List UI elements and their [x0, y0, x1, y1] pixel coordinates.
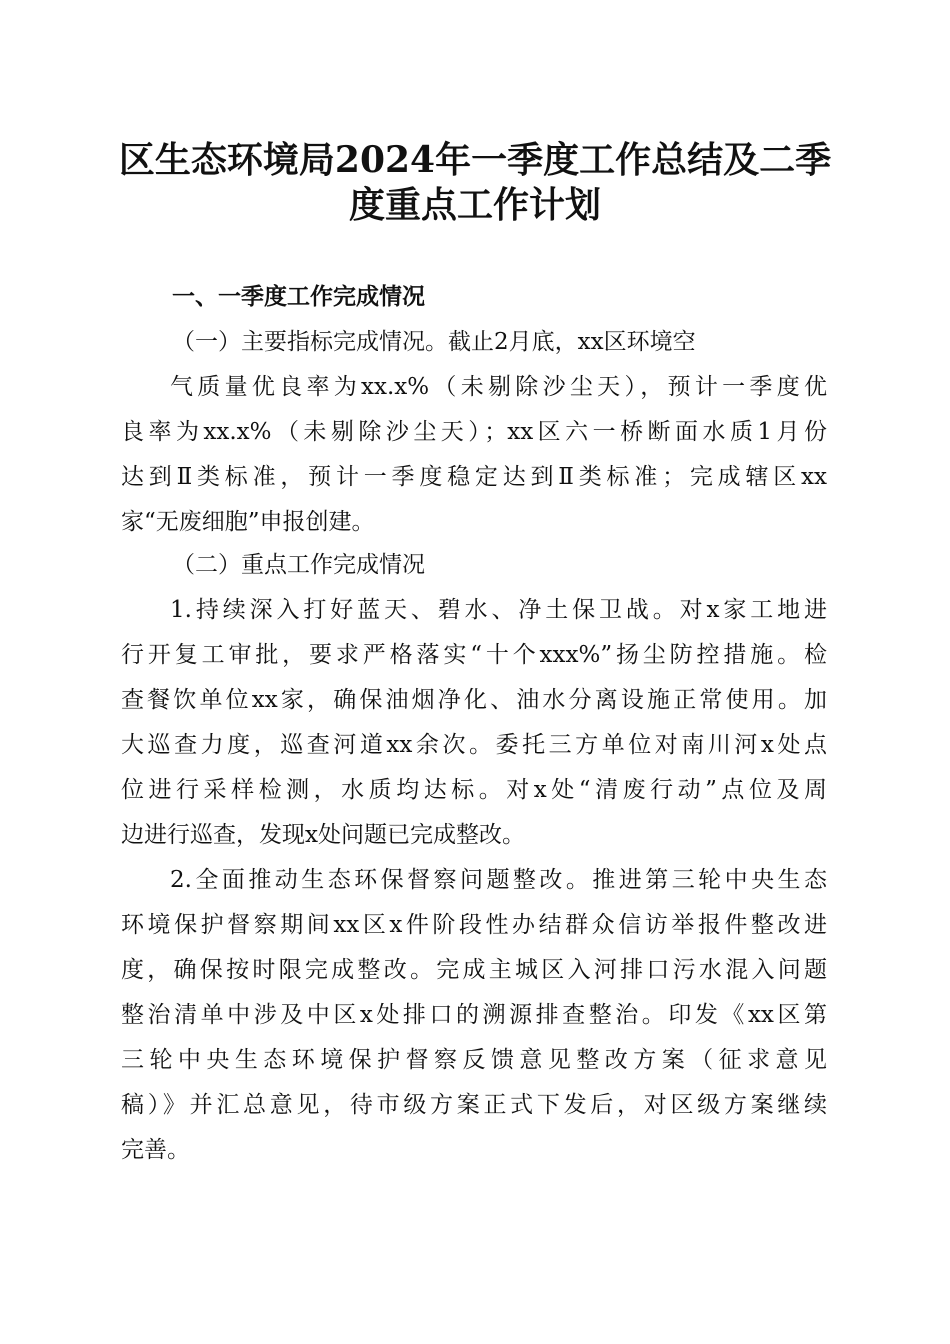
paragraph-line: 位进行采样检测，水质均达标。对x处“清废行动”点位及周 — [121, 777, 827, 803]
paragraph-line: 气质量优良率为xx.x%（未剔除沙尘天），预计一季度优 — [170, 374, 827, 400]
paragraph-line: （一）主要指标完成情况。截止2月底，xx区环境空 — [172, 329, 696, 355]
paragraph-line: 完善。 — [121, 1137, 190, 1163]
paragraph-line: 1.持续深入打好蓝天、碧水、净土保卫战。对x家工地进 — [170, 597, 827, 623]
section-heading: 一、一季度工作完成情况 — [172, 284, 425, 310]
paragraph-line: 良率为xx.x%（未剔除沙尘天）；xx区六一桥断面水质1月份 — [121, 419, 827, 445]
paragraph-line: 稿）》并汇总意见，待市级方案正式下发后，对区级方案继续 — [121, 1092, 827, 1118]
subheading: （二）重点工作完成情况 — [172, 552, 425, 578]
paragraph-line: 查餐饮单位xx家，确保油烟净化、油水分离设施正常使用。加 — [121, 687, 827, 713]
paragraph-line: 行开复工审批，要求严格落实“十个xxx%”扬尘防控措施。检 — [121, 642, 827, 668]
paragraph-line: 三轮中央生态环境保护督察反馈意见整改方案（征求意见 — [121, 1047, 827, 1073]
paragraph-line: 环境保护督察期间xx区x件阶段性办结群众信访举报件整改进 — [121, 912, 827, 938]
paragraph-line: 家“无废细胞”申报创建。 — [121, 509, 375, 535]
paragraph-line: 2.全面推动生态环保督察问题整改。推进第三轮中央生态 — [170, 867, 827, 893]
paragraph-line: 度，确保按时限完成整改。完成主城区入河排口污水混入问题 — [121, 957, 827, 983]
paragraph-line: 大巡查力度，巡查河道xx余次。委托三方单位对南川河x处点 — [121, 732, 827, 758]
document-title-line-1: 区生态环境局2024年一季度工作总结及二季 — [118, 139, 832, 181]
paragraph-line: 整治清单中涉及中区x处排口的溯源排查整治。印发《xx区第 — [121, 1002, 827, 1028]
paragraph-line: 达到Ⅱ类标准，预计一季度稳定达到Ⅱ类标准；完成辖区xx — [121, 464, 827, 490]
document-title-line-2: 度重点工作计划 — [348, 184, 601, 226]
paragraph-line: 边进行巡查，发现x处问题已完成整改。 — [121, 822, 525, 848]
